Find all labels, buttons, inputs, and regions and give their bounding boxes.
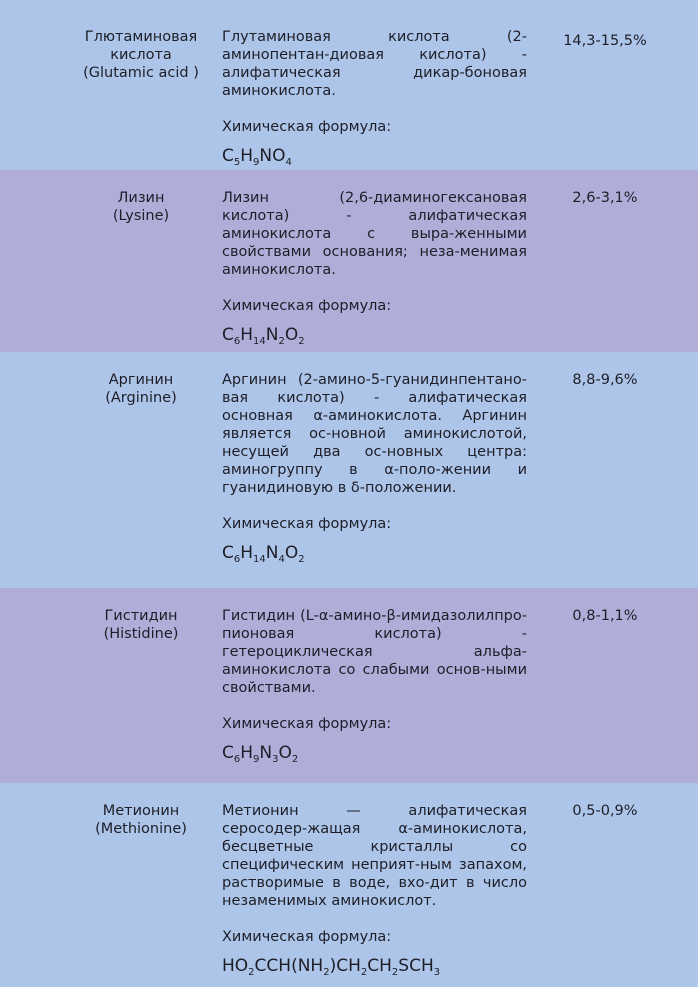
amino-acid-name: [30, 802, 252, 838]
name-en: (Arginine): [105, 390, 177, 406]
chemical-formula: $C_6H_9N_3O_2$: [222, 743, 299, 765]
formula-label: Химическая формула:: [222, 119, 392, 135]
chemical-formula: $C_6H_{14}N_2O_2$: [222, 325, 305, 347]
table-row-arginine: [0, 352, 698, 588]
name-en: (Histidine): [103, 626, 179, 642]
chemical-formula: $HO_2CCH(NH_2)CH_2CH_2SCH_3$: [222, 956, 441, 978]
formula-label: Химическая формула:: [222, 929, 392, 945]
content-percent: 0,8-1,1%: [572, 608, 638, 624]
name-ru-line1: Глютаминовая: [84, 29, 198, 45]
description-text: Метионин — алифатическая серосодер-жащая α-аминокислота, бесцветные кристаллы со специфическим неприят-ным запахом, растворимые в воде, вхо-дит в число незаменимых аминокислот.: [222, 803, 527, 909]
name-en: (Glutamic acid ): [83, 65, 199, 81]
name-ru-line2: кислота: [110, 47, 172, 63]
content-percent: 2,6-3,1%: [572, 190, 638, 206]
chemical-formula: $C_5H_9NO_4$: [222, 146, 292, 168]
name-ru: Метионин: [102, 803, 180, 819]
table-row-glutamic-acid: [0, 0, 698, 170]
amino-acid-name: [30, 607, 252, 643]
table-row-lysine: [0, 170, 698, 352]
content-percent: 0,5-0,9%: [572, 803, 638, 819]
description-text: Глутаминовая кислота (2-аминопентан-диовая кислота) - алифатическая дикар-боновая аминокислота.: [222, 29, 527, 99]
amino-acid-name: [30, 189, 252, 225]
name-ru: Гистидин: [104, 608, 178, 624]
content-percent: 14,3-15,5%: [563, 33, 647, 49]
description-text: Лизин (2,6-диаминогексановая кислота) - алифатическая аминокислота с выра-женными свойствами основания; неза-менимая аминокислота.: [222, 190, 527, 278]
chemical-formula: $C_6H_{14}N_4O_2$: [222, 543, 305, 565]
formula-label: Химическая формула:: [222, 716, 392, 732]
name-en: (Lysine): [112, 208, 170, 224]
amino-acid-description: [222, 371, 527, 564]
amino-acid-description: [222, 189, 527, 346]
amino-acid-name: [30, 371, 252, 407]
description-text: Гистидин (L-α-амино-β-имидазолилпро-пионовая кислота) - гетероциклическая альфа-аминокислота со слабыми основ-ными свойствами.: [222, 608, 527, 696]
name-ru: Аргинин: [108, 372, 174, 388]
content-percent: 8,8-9,6%: [572, 372, 638, 388]
formula-label: Химическая формула:: [222, 516, 392, 532]
table-row-histidine: [0, 588, 698, 783]
amino-acid-name: [30, 28, 252, 82]
description-text: Аргинин (2-амино-5-гуанидинпентано-вая кислота) - алифатическая основная α-аминокислота. Аргинин является ос-новной аминокислотой, несущей два ос-новных центра: аминогруппу в α-поло-жении и гуанидиновую в δ-положении.: [222, 372, 527, 496]
table-row-methionine: [0, 783, 698, 987]
amino-acid-description: [222, 28, 527, 167]
formula-label: Химическая формула:: [222, 298, 392, 314]
name-ru: Лизин: [117, 190, 165, 206]
amino-acid-description: [222, 607, 527, 764]
name-en: (Methionine): [95, 821, 187, 837]
amino-acid-description: [222, 802, 527, 977]
